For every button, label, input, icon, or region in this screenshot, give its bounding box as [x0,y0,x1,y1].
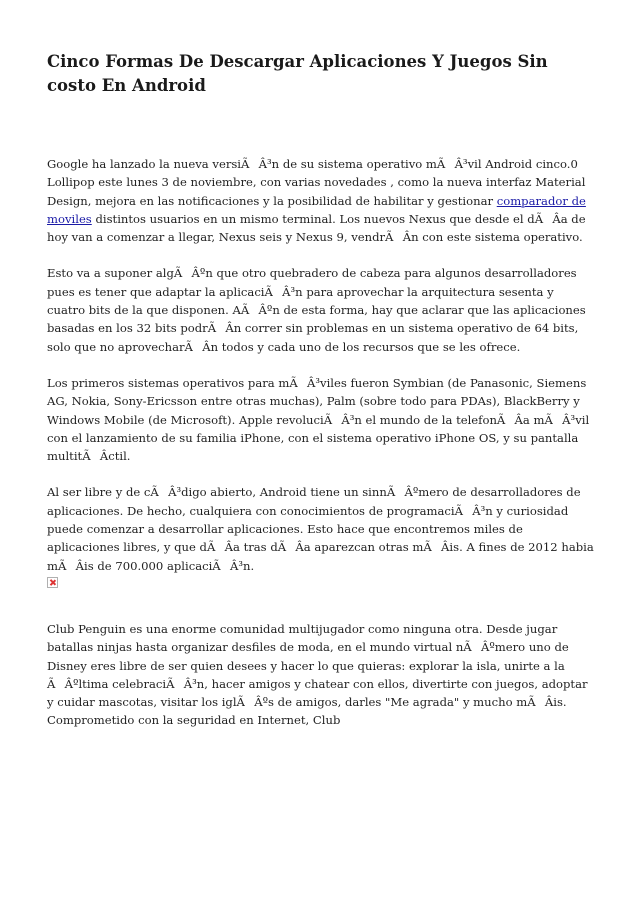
paragraph-64-bits: Esto va a suponer algÃÂºn que otro quebradero de cabeza para algunos desarrolladores pues es tener que adaptar la aplicaciÃÂ³n para aprovechar la arquitectura sesenta y cuatro bits de la que disponen. AÃÂºn de esta forma, hay que aclarar que las aplicaciones basadas en los 32 bits podrÃÂn correr sin problemas en un sistema operativo de 64 bits, solo que no aprovecharÃÂn todos y cada uno de los recursos que se les ofrece. [47,266,586,354]
paragraph-club-penguin: Club Penguin es una enorme comunidad multijugador como ninguna otra. Desde jugar batallas ninjas hasta organizar desfiles de moda, en el mundo virtual nÃÂºmero uno de Disney eres libre de ser quien desees y hacer lo que quieras: explorar la isla, unirte a la ÃÂºltima celebraciÃÂ³n, hacer amigos y chatear con ellos, divertirte con juegos, adoptar y cuidar mascotas, visitar los iglÃÂºs de amigos, darles "Me agrada" y mucho mÃÂis. Comprometido con la seguridad en Internet, Club [47,621,588,728]
paragraph-mobile-os-history: Los primeros sistemas operativos para mÃÂ³viles fueron Symbian (de Panasonic, Siemens AG, Nokia, Sony-Ericsson entre otras muchas), Palm (sobre todo para PDAs), BlackBerry y Windows Mobile (de Microsoft). Apple revoluciÃÂ³n el mundo de la telefonÃÂa mÃÂ³vil con el lanzamiento de su familia iPhone, con el sistema operativo iPhone OS, y su pantalla multitÃÂctil. [47,375,590,464]
paragraph-1-text-end: distintos usuarios en un mismo terminal. Los nuevos Nexus que desde el dÃÂa de hoy van a comenzar a llegar, Nexus seis y Nexus 9, vendrÃÂn con este sistema operativo. [47,211,586,245]
document-title: Cinco Formas De Descargar Aplicaciones Y Juegos Sin costo En Android [47,52,548,95]
paragraph-android-lollipop [47,155,595,246]
document-page [47,50,595,730]
paragraph-1-text-start: Google ha lanzado la nueva versiÃÂ³n de su sistema operativo mÃÂ³vil Android cinco.0 Lollipop este lunes 3 de noviembre, con varias novedades , como la nueva interfaz Material Design, mejora en las notificaciones y la posibilidad de habilitar y gestionar [47,157,586,208]
comparador-moviles-link[interactable]: comparador de moviles [47,193,586,226]
paragraph-open-source: Al ser libre y de cÃÂ³digo abierto, Android tiene un sinnÃÂºmero de desarrolladores de aplicaciones. De hecho, cualquiera con conocimientos de programaciÃÂ³n y curiosidad puede comenzar a desarrollar aplicaciones. Esto hace que encontremos miles de aplicaciones libres, y que dÃÂa tras dÃÂa aparezcan otras mÃÂis. A fines de 2012 habia mÃÂis de 700.000 aplicaciÃÂ³n. [47,485,594,573]
broken-image-icon [47,577,58,588]
